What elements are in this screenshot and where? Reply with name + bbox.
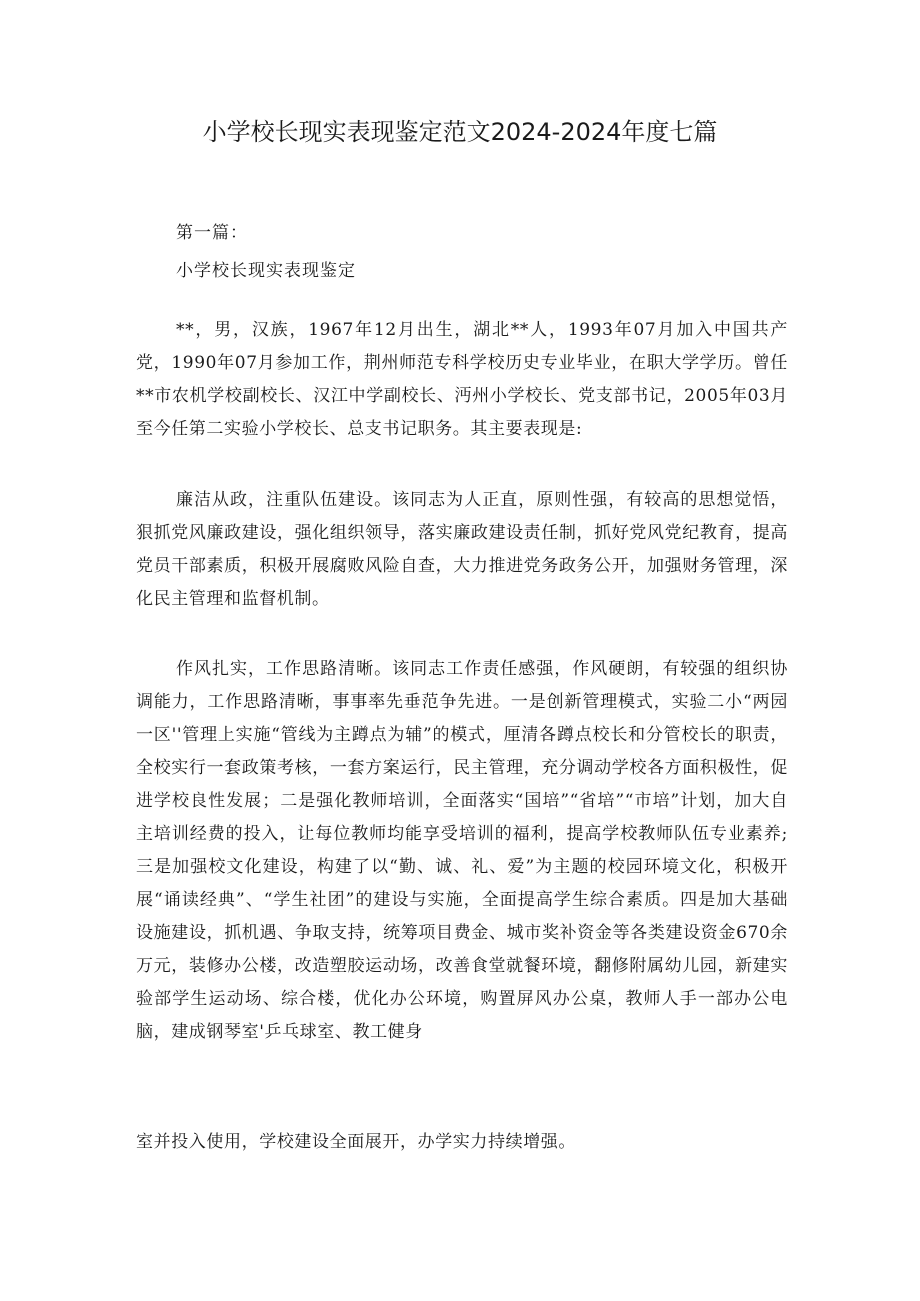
chapter-label: 第一篇：	[176, 223, 248, 243]
paragraph-integrity: 廉洁从政，注重队伍建设。该同志为人正直，原则性强，有较高的思想觉悟，狠抓党风廉政建设，强化组织领导，落实廉政建设责任制，抓好党风党纪教育，提高党员干部素质，积极开展腐败风险自查，大力推进党务政务公开，加强财务管理，深化民主管理和监督机制。	[136, 490, 788, 609]
chapter-subtitle: 小学校长现实表现鉴定	[176, 261, 356, 281]
document-title: 小学校长现实表现鉴定范文2024-2024年度七篇	[202, 118, 718, 146]
paragraph-profile: **，男，汉族，1967年12月出生，湖北**人，1993年07月加入中国共产党，1990年07月参加工作，荆州师范专科学校历史专业毕业，在职大学学历。曾任**市农机学校副校长、汉江中学副校长、沔州小学校长、党支部书记，2005年03月至今任第二实验小学校长、总支书记职务。其主要表现是:	[136, 320, 788, 439]
paragraph-work-style: 作风扎实，工作思路清晰。该同志工作责任感强，作风硬朗，有较强的组织协调能力，工作思路清晰，事事率先垂范争先进。一是创新管理模式，实验二小“两园一区''管理上实施“管线为主蹲点为辅”的模式，厘清各蹲点校长和分管校长的职责，全校实行一套政策考核，一套方案运行，民主管理，充分调动学校各方面积极性，促进学校良性发展；二是强化教师培训，全面落实“国培”“省培”“市培”计划，加大自主培训经费的投入，让每位教师均能享受培训的福利，提高学校教师队伍专业素养;三是加强校文化建设，构建了以“勤、诚、礼、爱”为主题的校园环境文化，积极开展“诵读经典”、“学生社团”的建设与实施，全面提高学生综合素质。四是加大基础设施建设，抓机遇、争取支持，统筹项目费金、城市奖补资金等各类建设资金670余万元，装修办公楼，改造塑胶运动场，改善食堂就餐环境，翻修附属幼儿园，新建实验部学生运动场、综合楼，优化办公环境，购置屏风办公桌，教师人手一部办公电脑，建成钢琴室'乒乓球室、教工健身	[136, 659, 788, 1042]
paragraph-continuation: 室并投入使用，学校建设全面展开，办学实力持续增强。	[136, 1132, 576, 1152]
